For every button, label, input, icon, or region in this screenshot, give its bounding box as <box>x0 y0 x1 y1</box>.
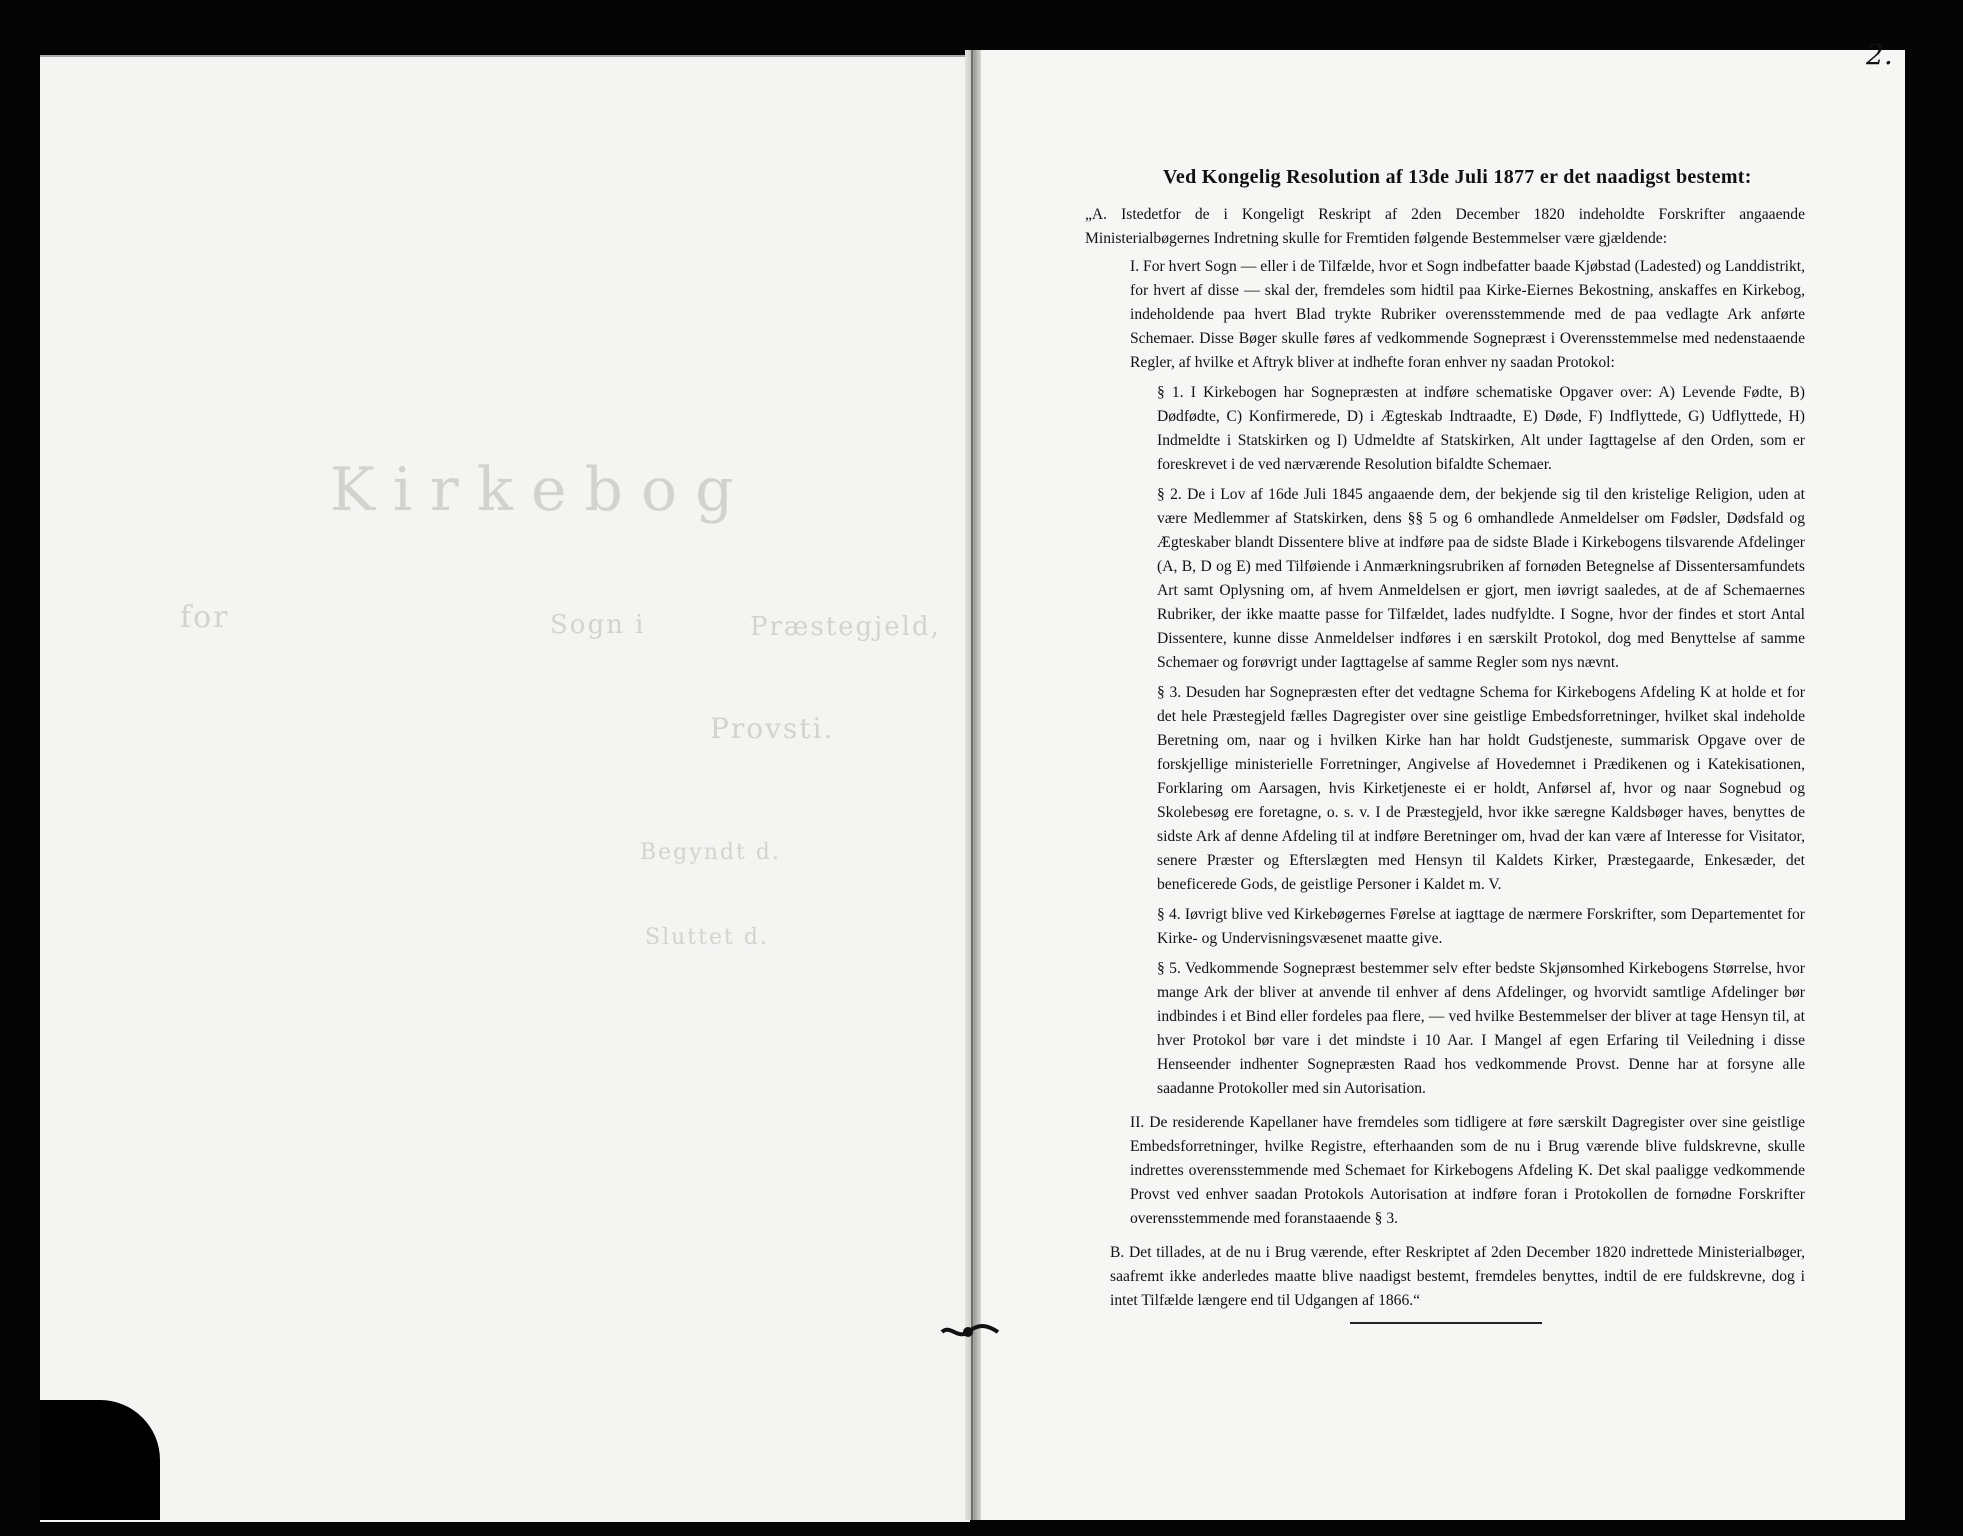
show-through-text: Præstegjeld, <box>750 612 941 642</box>
page-number: 2. <box>1866 38 1893 71</box>
paragraph-i: I. For hvert Sogn — eller i de Tilfælde, hvor et Sogn indbefatter baade Kjøbstad (Ladested) og Landdistrikt, for hvert af disse — skal der, fremdeles som hidtil paa Kirke-Eiernes Bekostning, anskaffes en Kirkebog, indeholdende paa hvert Blad trykte Rubriker overensstemmende med de paa vedlagte Ark anførte Schemaer. Disse Bøger skulle føres af vedkommende Sognepræst i Overensstemmelse med nedenstaaende Regler, af hvilke et Aftryk bliver at indhefte foran enhver ny saadan Protokol: <box>1130 258 1805 371</box>
show-through-text: Provsti. <box>710 712 835 745</box>
section-3: § 3. Desuden har Sognepræsten efter det vedtagne Schema for Kirkebogens Afdeling K at holde et for det hele Præstegjeld fælles Dagregister over sine geistlige Embedsforretninger, hvilket skal indeholde Beretning om, naar og i hvilken Kirke han har holdt Gudstjeneste, summarisk Opgave over de forskjellige ministerielle Forretninger, Angivelse af Hovedemnet i Prædikenen og i Katekisationen, Forklaring om Aarsagen, hvis Kirketjeneste ei er holdt, Anførsel af, hvor og naar Sognebud og Skolebesøg ere foretagne, o. s. v. I de Præstegjeld, hvor ikke særegne Kaldsbøger haves, benyttes de sidste Ark af denne Afdeling til at indføre Beretninger om, hvad der kan være af Interesse for Visitator, senere Præster og Efterslægten med Hensyn til Kaldets Kirker, Præstegaarde, Enkesæder, det beneficerede Gods, de geistlige Personer i Kaldet m. V. <box>1157 684 1805 893</box>
left-page-blank <box>40 55 970 1522</box>
show-through-text: Begyndt d. <box>640 840 781 865</box>
section-4: § 4. Iøvrigt blive ved Kirkebøgernes Førelse at iagttage de nærmere Forskrifter, som Departementet for Kirke- og Undervisningsvæsenet maatte give. <box>1157 906 1805 947</box>
show-through-text: Sogn i <box>550 610 646 640</box>
scan-shadow-corner <box>40 1400 160 1520</box>
paragraph-ii: II. De residerende Kapellaner have fremdeles som tidligere at føre særskilt Dagregister over sine geistlige Embedsforretninger, hvilke Registre, efterhaanden som de nu i Brug værende blive fuldskrevne, skulle indrettes overensstemmende med Schemaet for Kirkebogens Afdeling K. Det skal paaligge vedkommende Provst ved enhver saadan Protokols Autorisation at indføre foran i Protokollen de fornødne Forskrifter overensstemmende med foranstaaende § 3. <box>1130 1114 1805 1227</box>
paragraph-b: B. Det tillades, at de nu i Brug værende, efter Reskriptet af 2den December 1820 indrettede Ministerialbøger, saafremt ikke anderledes maatte blive naadigst bestemt, fremdeles benyttes, indtil de ere fuldskrevne, dog i intet Tilfælde længere end til Udgangen af 1866.“ <box>1110 1244 1805 1309</box>
show-through-title: Kirkebog <box>330 455 752 525</box>
binding-thread-icon <box>940 1320 1000 1344</box>
show-through-text: for <box>180 600 230 635</box>
document-title: Ved Kongelig Resolution af 13de Juli 1877 er det naadigst bestemt: <box>1163 166 1752 188</box>
paragraph-a: „A. Istedetfor de i Kongeligt Reskript af 2den December 1820 indeholdte Forskrifter angaaende Ministerialbøgernes Indretning skulle for Fremtiden følgende Bestemmelser være gjældende: <box>1085 206 1805 247</box>
show-through-text: Sluttet d. <box>645 925 769 950</box>
section-2: § 2. De i Lov af 16de Juli 1845 angaaende dem, der bekjende sig til den kristelige Religion, uden at være Medlemmer af Statskirken, dens §§ 5 og 6 omhandlede Anmeldelser om Fødsler, Dødsfald og Ægteskaber blandt Dissentere blive at indføre paa de sidste Blade i Kirkebogens tilsvarende Afdelinger (A, B, D og E) med Tilføiende i Anmærkningsrubriken af fornøden Betegnelse af Dissentersamfundets Art samt Oplysning om, af hvem Anmeldelsen er gjort, men iøvrigt saaledes, at de af Schemaernes Rubriker, der ikke maatte passe for Tilfældet, lades nudfyldte. I Sogne, hvor der findes et stort Antal Dissentere, kunne disse Anmeldelser indføres i en særskilt Protokol, dog med Benyttelse af samme Schemaer og forøvrigt under Iagttagelse af samme Regler som nys nævnt. <box>1157 486 1805 671</box>
fold-line <box>971 50 973 1520</box>
end-rule-divider <box>1350 1322 1542 1324</box>
book-gutter <box>965 50 981 1520</box>
section-5: § 5. Vedkommende Sognepræst bestemmer selv efter bedste Skjønsomhed Kirkebogens Størrelse, hvor mange Ark der bliver at anvende til enhver af dens Afdelinger, og hvorvidt samtlige Afdelinger bør indbindes i et Bind eller fordeles paa flere, — ved hvilke Bestemmelser der bliver at tage Hensyn til, at hver Protokol bør vare i det mindste i 10 Aar. I Mangel af egen Erfaring til Veiledning i disse Henseender indhenter Sognepræsten Raad hos vedkommende Provst. Denne har at forsyne alle saadanne Protokoller med sin Autorisation. <box>1157 960 1805 1097</box>
section-1: § 1. I Kirkebogen har Sognepræsten at indføre schematiske Opgaver over: A) Levende Fødte, B) Dødfødte, C) Konfirmerede, D) i Ægteskab Indtraadte, E) Døde, F) Indflyttede, G) Udflyttede, H) Indmeldte i Statskirken og I) Udmeldte af Statskirken, Alt under Iagttagelse af den Orden, som er foreskrevet i de ved nærværende Resolution bifaldte Schemaer. <box>1157 384 1805 473</box>
resolution-text <box>1085 165 1805 1313</box>
